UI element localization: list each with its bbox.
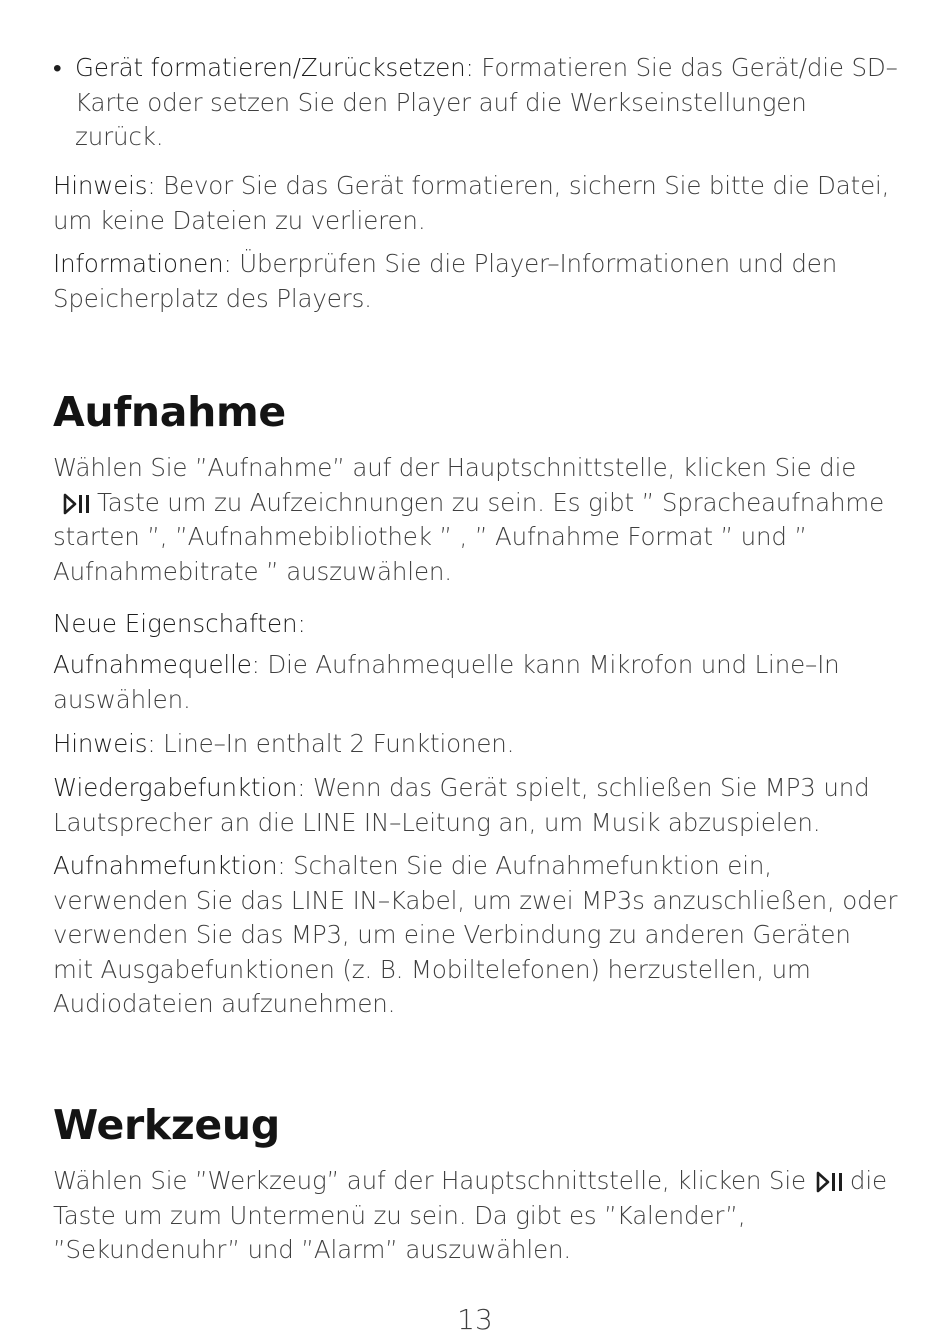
record-function-term: Aufnahmefunktion: — [53, 851, 286, 880]
aufnahme-heading: Aufnahme — [53, 388, 286, 436]
page-number: 13 — [457, 1303, 493, 1336]
play-pause-icon — [816, 1170, 844, 1194]
aufnahme-intro-after: Taste um zu Aufzeichnungen zu sein. Es gibt ” Spracheaufnahme starten ”, ”Aufnahmebibliothek ” , ” Aufnahme Format ” und ” Aufnahmebitrate ” auszuwählen. — [53, 487, 885, 586]
werkzeug-intro — [53, 1164, 898, 1268]
new-features-subheading: Neue Eigenschaften: — [53, 609, 306, 638]
aufnahme-intro-before: Wählen Sie ”Aufnahme” auf der Hauptschnittstelle, klicken Sie die — [53, 453, 857, 482]
playback-text: Wenn das Gerät spielt, schließen Sie MP3 und Lautsprecher an die LINE IN–Leitung an, um Musik abzuspielen. — [53, 773, 870, 837]
werkzeug-intro-after: die Taste um zum Untermenü zu sein. Da gibt es ”Kalender”, ”Sekundenuhr” und ”Alarm” auszuwählen. — [53, 1166, 887, 1264]
format-hint-text: Bevor Sie das Gerät formatieren, sichern Sie bitte die Datei, um keine Dateien zu verlieren. — [53, 171, 890, 235]
bullet-dot: • — [53, 53, 62, 82]
format-hint-term: Hinweis: — [53, 171, 156, 200]
play-pause-icon — [63, 492, 91, 516]
record-function-text: Schalten Sie die Aufnahmefunktion ein, verwenden Sie das LINE IN–Kabel, um zwei MP3s anzuschließen, oder verwenden Sie das MP3, um eine Verbindung zu anderen Geräten mit Ausgabefunktionen (z. B. Mobiltelefonen) herzustellen, um Audiodateien aufzunehmen. — [53, 851, 898, 1018]
werkzeug-heading: Werkzeug — [53, 1101, 280, 1149]
linein-hint-paragraph — [53, 727, 898, 762]
info-text: Überprüfen Sie die Player–Informationen und den Speicherplatz des Players. — [53, 249, 838, 313]
aufnahme-intro — [53, 451, 898, 589]
playback-term: Wiedergabefunktion: — [53, 773, 306, 802]
info-paragraph — [53, 247, 898, 316]
info-term: Informationen: — [53, 249, 232, 278]
format-reset-bullet — [53, 51, 898, 155]
format-hint-paragraph — [53, 169, 898, 238]
source-term: Aufnahmequelle: — [53, 650, 260, 679]
werkzeug-intro-before: Wählen Sie ”Werkzeug” auf der Hauptschnittstelle, klicken Sie — [53, 1166, 806, 1195]
source-text: Die Aufnahmequelle kann Mikrofon und Line–In auswählen. — [53, 650, 840, 714]
format-reset-text: Formatieren Sie das Gerät/die SD–Karte oder setzen Sie den Player auf die Werkseinstellungen zurück. — [75, 53, 898, 151]
record-function-paragraph — [53, 849, 898, 1022]
format-reset-term: Gerät formatieren/Zurücksetzen: — [75, 53, 474, 82]
linein-hint-term: Hinweis: — [53, 729, 156, 758]
linein-hint-text: Line–In enthalt 2 Funktionen. — [155, 729, 515, 758]
playback-paragraph — [53, 771, 898, 840]
source-paragraph — [53, 648, 898, 717]
